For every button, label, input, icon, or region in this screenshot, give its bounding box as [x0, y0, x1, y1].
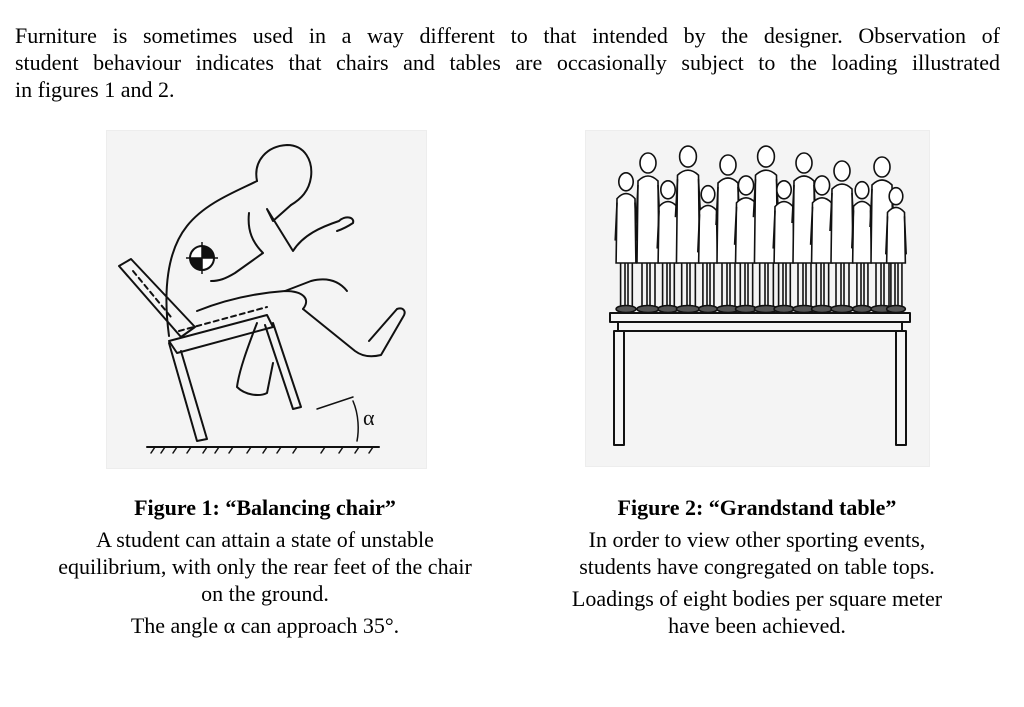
person-lower-leg	[303, 308, 405, 356]
table-top	[610, 313, 910, 322]
table-leg-right	[896, 331, 906, 445]
intro-paragraph	[15, 22, 1000, 103]
student-figure	[636, 153, 660, 313]
figure-2-desc-line-1: In order to view other sporting events,	[588, 527, 926, 552]
figure-2-desc-line-2: students have congregated on table tops.	[579, 554, 935, 579]
person-arm	[267, 205, 353, 251]
balancing-chair-drawing	[107, 131, 426, 468]
angle-arc	[353, 401, 358, 441]
figure-2-caption	[507, 494, 1007, 639]
intro-line-2: student behaviour indicates that chairs and tables are occasionally subject to the loading illustrated	[15, 50, 1000, 75]
chair-back	[119, 259, 195, 337]
student-figure	[675, 146, 700, 312]
student-figure	[698, 186, 718, 313]
crowd-of-students	[615, 146, 906, 312]
figure-2-desc-line-4: have been achieved.	[668, 613, 846, 638]
grandstand-table-figure	[585, 130, 930, 467]
figure-1-desc-line-2: equilibrium, with only the rear feet of the chair	[58, 554, 472, 579]
figure-1-title: Figure 1: “Balancing chair”	[134, 495, 396, 520]
chair-front-leg	[265, 323, 301, 409]
intro-line-3: in figures 1 and 2.	[15, 77, 175, 102]
balancing-chair-figure	[106, 130, 427, 469]
angle-line	[317, 397, 353, 409]
figure-2-title: Figure 2: “Grandstand table”	[617, 495, 897, 520]
intro-line-1: Furniture is sometimes used in a way different to that intended by the designer. Observation of	[15, 23, 1000, 48]
angle-alpha-label: α	[363, 405, 375, 430]
figure-1-desc-line-4: The angle α can approach 35°.	[130, 613, 400, 638]
center-of-gravity-icon	[186, 242, 218, 274]
person-thigh	[197, 291, 306, 311]
figure-1-desc-line-3: on the ground.	[201, 581, 329, 606]
chair-rear-leg	[169, 343, 207, 441]
figure-1-desc-line-1: A student can attain a state of unstable	[96, 527, 434, 552]
grandstand-table-drawing	[586, 131, 929, 466]
student-figure	[852, 182, 872, 313]
student-figure	[615, 173, 637, 313]
table-leg-left	[614, 331, 624, 445]
figure-2-desc-line-3: Loadings of eight bodies per square meter	[571, 586, 943, 611]
student-figure	[830, 161, 854, 313]
table-apron	[618, 322, 902, 331]
person-head	[256, 145, 311, 205]
figure-1-caption	[15, 494, 515, 639]
